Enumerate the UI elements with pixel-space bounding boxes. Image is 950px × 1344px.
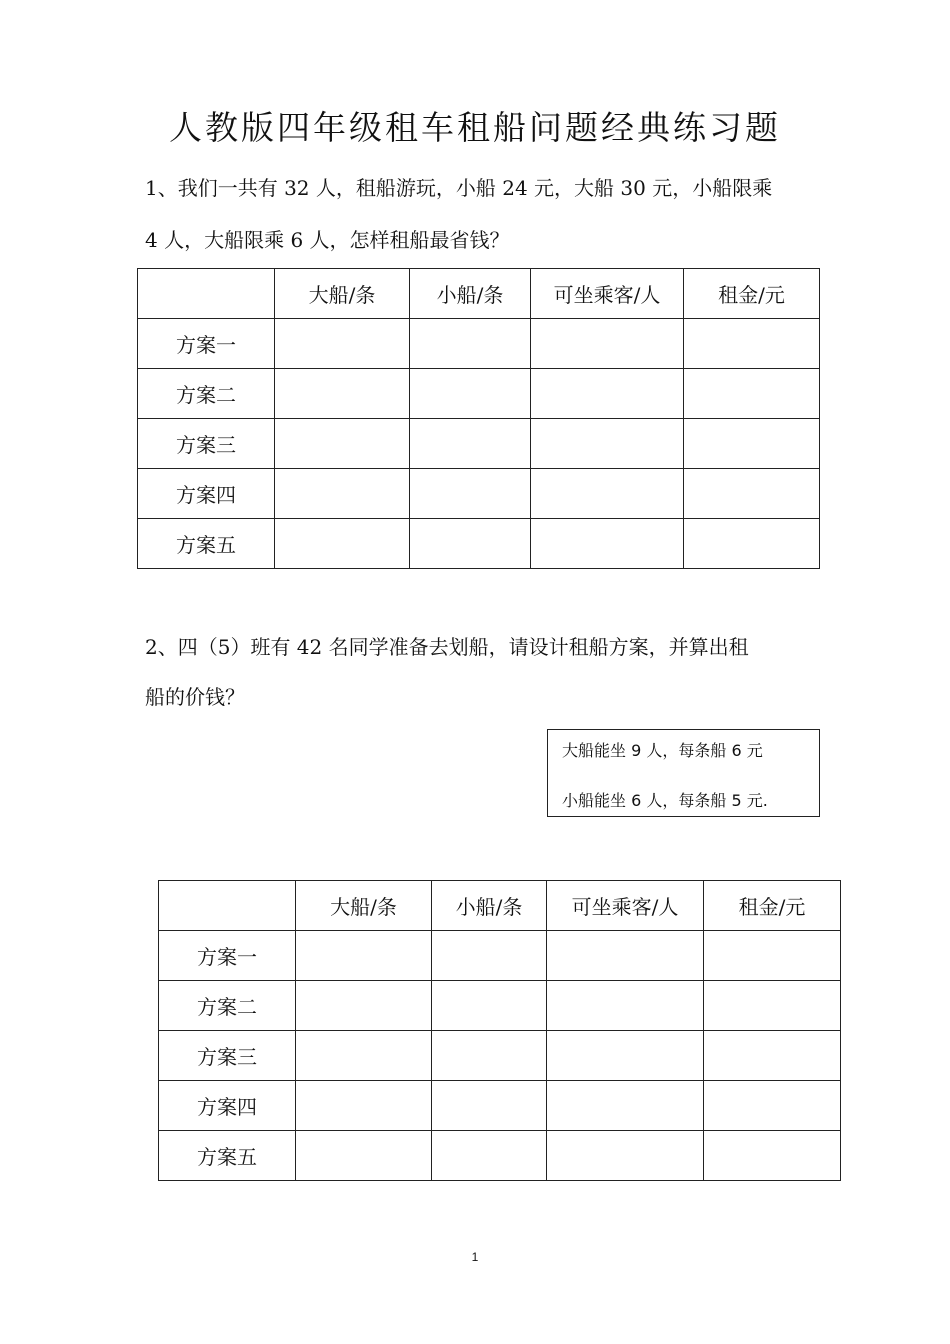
header-cell: 租金/元: [684, 269, 820, 319]
big-boat-info: 大船能坐 9 人，每条船 6 元: [562, 741, 763, 760]
row-label: 方案四: [138, 469, 275, 519]
table-row: [159, 1131, 841, 1181]
row-label: 方案三: [138, 419, 275, 469]
table-row: [138, 519, 820, 569]
header-cell: 租金/元: [704, 881, 841, 931]
answer-cell[interactable]: [432, 931, 547, 981]
header-cell: 大船/条: [275, 269, 410, 319]
answer-cell[interactable]: [410, 319, 531, 369]
answer-cell[interactable]: [704, 931, 841, 981]
row-label: 方案二: [159, 981, 296, 1031]
row-label: 方案一: [138, 319, 275, 369]
row-label: 方案五: [138, 519, 275, 569]
answer-cell[interactable]: [547, 1031, 704, 1081]
header-cell: [159, 881, 296, 931]
question-2-line-1: 2、四（5）班有 42 名同学准备去划船，请设计租船方案，并算出租: [145, 635, 749, 659]
answer-cell[interactable]: [684, 519, 820, 569]
header-cell: [138, 269, 275, 319]
question-2-line-2: 船的价钱？: [145, 685, 245, 709]
answer-cell[interactable]: [704, 1081, 841, 1131]
answer-cell[interactable]: [531, 319, 684, 369]
row-label: 方案四: [159, 1081, 296, 1131]
header-cell: 小船/条: [410, 269, 531, 319]
answer-cell[interactable]: [432, 1081, 547, 1131]
answer-cell[interactable]: [684, 469, 820, 519]
answer-cell[interactable]: [684, 319, 820, 369]
answer-cell[interactable]: [410, 469, 531, 519]
answer-cell[interactable]: [296, 1131, 432, 1181]
page-title: 人教版四年级租车租船问题经典练习题: [169, 108, 781, 147]
table-header-row: [159, 881, 841, 931]
answer-cell[interactable]: [704, 981, 841, 1031]
table-row: [138, 369, 820, 419]
table-row: [138, 419, 820, 469]
answer-cell[interactable]: [275, 319, 410, 369]
answer-cell[interactable]: [410, 369, 531, 419]
answer-cell[interactable]: [275, 519, 410, 569]
answer-cell[interactable]: [531, 369, 684, 419]
answer-cell[interactable]: [410, 519, 531, 569]
header-cell: 小船/条: [432, 881, 547, 931]
answer-cell[interactable]: [704, 1131, 841, 1181]
answer-cell[interactable]: [547, 981, 704, 1031]
page-number: 1: [471, 1250, 479, 1264]
answer-cell[interactable]: [432, 1031, 547, 1081]
table-row: [138, 319, 820, 369]
plan-table-2: [158, 880, 841, 1181]
question-1-line-2: 4 人，大船限乘 6 人，怎样租船最省钱？: [145, 228, 510, 252]
answer-cell[interactable]: [547, 1081, 704, 1131]
answer-cell[interactable]: [296, 981, 432, 1031]
answer-cell[interactable]: [432, 1131, 547, 1181]
row-label: 方案二: [138, 369, 275, 419]
answer-cell[interactable]: [531, 519, 684, 569]
row-label: 方案一: [159, 931, 296, 981]
answer-cell[interactable]: [275, 369, 410, 419]
answer-cell[interactable]: [296, 1031, 432, 1081]
answer-cell[interactable]: [547, 1131, 704, 1181]
answer-cell[interactable]: [275, 469, 410, 519]
answer-cell[interactable]: [275, 419, 410, 469]
table-row: [159, 931, 841, 981]
answer-cell[interactable]: [704, 1031, 841, 1081]
answer-cell[interactable]: [684, 419, 820, 469]
row-label: 方案五: [159, 1131, 296, 1181]
row-label: 方案三: [159, 1031, 296, 1081]
boat-info-box: [547, 729, 820, 817]
table-header-row: [138, 269, 820, 319]
header-cell: 可坐乘客/人: [531, 269, 684, 319]
table-row: [159, 1081, 841, 1131]
answer-cell[interactable]: [410, 419, 531, 469]
answer-cell[interactable]: [531, 419, 684, 469]
table-row: [159, 981, 841, 1031]
plan-table-1: [137, 268, 820, 569]
answer-cell[interactable]: [432, 981, 547, 1031]
answer-cell[interactable]: [531, 469, 684, 519]
answer-cell[interactable]: [684, 369, 820, 419]
question-1-line-1: 1、我们一共有 32 人，租船游玩，小船 24 元，大船 30 元，小船限乘: [145, 176, 773, 200]
answer-cell[interactable]: [296, 1081, 432, 1131]
table-row: [159, 1031, 841, 1081]
header-cell: 可坐乘客/人: [547, 881, 704, 931]
table-row: [138, 469, 820, 519]
small-boat-info: 小船能坐 6 人，每条船 5 元.: [562, 791, 768, 810]
answer-cell[interactable]: [547, 931, 704, 981]
answer-cell[interactable]: [296, 931, 432, 981]
header-cell: 大船/条: [296, 881, 432, 931]
